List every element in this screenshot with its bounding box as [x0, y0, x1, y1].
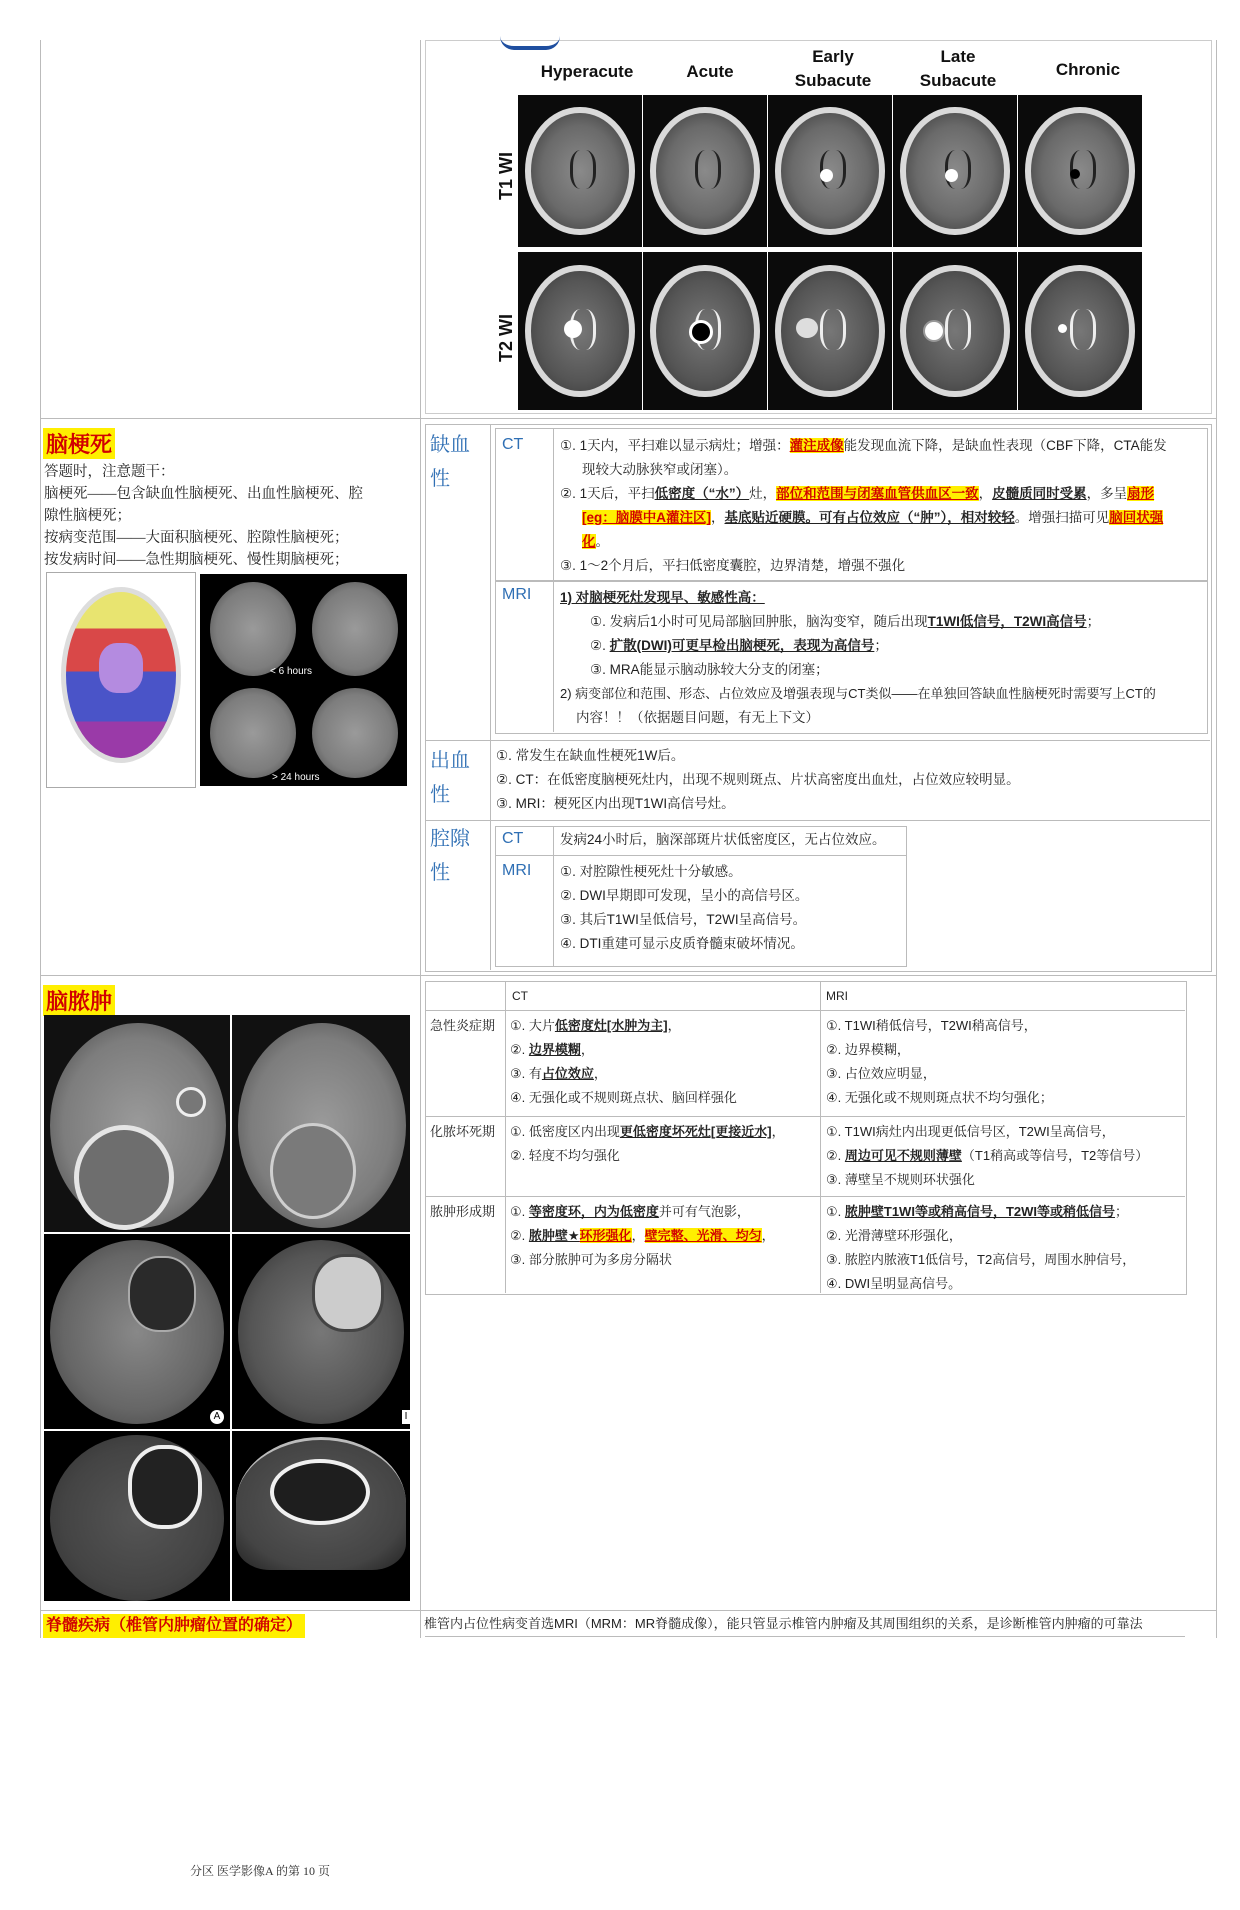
column-divider [420, 40, 421, 1638]
mri-t1-hyperacute [518, 95, 642, 247]
ischemic-ct-3: ③. 1～2个月后，平扫低密度囊腔，边界清楚，增强不强化 [560, 558, 906, 573]
abscess-acute-mri-2: ②. 边界模糊， [826, 1042, 910, 1057]
brain-territory-diagram [46, 572, 196, 788]
row-head-t1wi: T1 WI [496, 152, 516, 200]
infarct-intro: 答题时，注意题干： 脑梗死——包含缺血性脑梗死、出血性脑梗死、腔 隙性脑梗死； 按病变范围——大面积脑梗死、腔隙性脑梗死； 按发病时间——急性期脑梗死、慢性期脑梗死； [44, 464, 363, 568]
abscess-acute-mri-3: ③. 占位效应明显， [826, 1066, 936, 1081]
ischemic-mri-label: MRI [502, 586, 532, 603]
abscess-col-div-1 [505, 981, 506, 1293]
ischemic-ct-label: CT [502, 436, 524, 453]
abscess-acute-ct-1: ①. 大片低密度灶[水肿为主]， [510, 1018, 681, 1033]
ischemic-ct-1-cont: 现较大动脉狭窄或闭塞）。 [582, 462, 738, 477]
abscess-ct-left [44, 1015, 230, 1232]
lacunar-mri-3: ③. 其后T1WI呈低信号，T2WI呈高信号。 [560, 912, 807, 927]
page-footer: 分区 医学影像A 的第 10 页 [190, 1864, 331, 1878]
ct-label-late: > 24 hours [272, 772, 320, 783]
ischemic-mri-4: 2) 病变部位和范围、形态、占位效应及增强表现与CT类似——在单独回答缺血性脑梗死时需要写上CT的 [560, 686, 1156, 701]
hemorrhagic-item-1: ①. 常发生在缺血性梗死1W后。 [496, 748, 685, 763]
row-divider-3 [40, 1610, 1217, 1611]
abscess-acute-mri-1: ①. T1WI稍低信号，T2WI稍高信号， [826, 1018, 1037, 1033]
abscess-acute-ct-2: ②. 边界模糊， [510, 1042, 594, 1057]
lacunar-mri-1: ①. 对腔隙性梗死灶十分敏感。 [560, 864, 742, 879]
abscess-necrosis-mri-3: ③. 薄壁呈不规则环状强化 [826, 1172, 975, 1187]
abscess-header-ct: CT [512, 989, 528, 1003]
abscess-acute-ct-3: ③. 有占位效应， [510, 1066, 607, 1081]
abscess-ct-right [232, 1015, 410, 1232]
col-head-late-subacute: Late Subacute [919, 47, 997, 90]
hemorrhagic-label: 出血性 [430, 750, 470, 806]
ischemic-mri-divider [553, 580, 554, 732]
ischemic-mri-1: 1) 对脑梗死灶发现早、敏感性高： [560, 590, 765, 605]
infarct-title: 脑梗死 [43, 428, 115, 459]
image-letter-i: I [402, 1410, 410, 1424]
abscess-formation-mri-4: ④. DWI呈明显高信号。 [826, 1276, 962, 1291]
ischemic-mri-2: ②. 扩散(DWI)可更早检出脑梗死，表现为高信号； [590, 638, 888, 653]
mri-t1-early-subacute [768, 95, 892, 247]
lacunar-mri-4: ④. DTI重建可显示皮质脊髓束破坏情况。 [560, 936, 804, 951]
abscess-header-line [425, 1010, 1185, 1011]
hemorrhagic-item-2: ②. CT：在低密度脑梗死灶内，出现不规则斑点、片状高密度出血灶，占位效应较明显。 [496, 772, 1020, 787]
spine-table-top [425, 1636, 1185, 1637]
abscess-row-line-1 [425, 1116, 1185, 1117]
ischemic-ct-divider [553, 428, 554, 580]
abscess-stage-formation: 脓肿形成期 [430, 1204, 496, 1219]
row-divider-1 [40, 418, 1217, 419]
mri-t1-late-subacute [893, 95, 1017, 247]
abscess-acute-ct-4: ④. 无强化或不规则斑点状、脑回样强化 [510, 1090, 737, 1105]
abscess-row-line-2 [425, 1196, 1185, 1197]
abscess-stage-acute: 急性炎症期 [430, 1018, 496, 1033]
ischemic-ct-2: ②. 1天后，平扫低密度（“水”）灶，部位和范围与闭塞血管供血区一致，皮髓质同时受累，多呈扇形 [560, 486, 1155, 501]
ischemic-ct-2-cont2: 化。 [582, 534, 609, 549]
infarct-table-divider [490, 424, 491, 970]
ischemic-mri-4-cont: 内容！！（依据题目问题，有无上下文） [576, 710, 819, 725]
row-divider-2 [40, 975, 1217, 976]
lacunar-label: 腔隙性 [430, 828, 470, 884]
ct-infarct-early-scans [200, 574, 407, 684]
ischemic-label: 缺血性 [430, 434, 470, 490]
abscess-mri-t2 [232, 1234, 410, 1429]
figure-logo-fragment [500, 36, 560, 50]
right-border [1216, 40, 1217, 1638]
abscess-necrosis-mri-1: ①. T1WI病灶内出现更低信号区，T2WI呈高信号， [826, 1124, 1115, 1139]
mri-t2-chronic [1018, 252, 1142, 410]
abscess-mri-enhanced-sagittal [232, 1431, 410, 1601]
abscess-formation-mri-1: ①. 脓肿壁T1WI等或稍高信号，T2WI等或稍低信号； [826, 1204, 1129, 1219]
ischemic-mri-3: ③. MRA能显示脑动脉较大分支的闭塞； [590, 662, 829, 677]
abscess-formation-mri-3: ③. 脓腔内脓液T1低信号，T2高信号，周围水肿信号， [826, 1252, 1136, 1267]
ct-infarct-late-scans [200, 684, 407, 786]
hemorrhagic-item-3: ③. MRI：梗死区内出现T1WI高信号灶。 [496, 796, 735, 811]
abscess-stage-necrosis: 化脓坏死期 [430, 1124, 496, 1139]
abscess-formation-ct-1: ①. 等密度环，内为低密度并可有气泡影， [510, 1204, 750, 1219]
image-letter-a: A [210, 1410, 224, 1424]
mri-t2-hyperacute [518, 252, 642, 410]
col-head-acute: Acute [686, 62, 734, 81]
mri-t1-acute [643, 95, 767, 247]
spine-text: 椎管内占位性病变首选MRI（MRM：MR脊髓成像），能只管显示椎管内肿瘤及其周围组织的关系，是诊断椎管内肿瘤的可靠法 [424, 1616, 1143, 1631]
ischemic-mri-1a: ①. 发病后1小时可见局部脑回肿胀，脑沟变窄，随后出现T1WI低信号，T2WI高信号； [590, 614, 1101, 629]
lacunar-mri-2: ②. DWI早期即可发现，呈小的高信号区。 [560, 888, 809, 903]
hemorrhagic-top-line [425, 740, 1210, 741]
ct-label-early: < 6 hours [270, 666, 312, 677]
lacunar-mri-label: MRI [502, 862, 532, 879]
ischemic-ct-1: ①. 1天内，平扫难以显示病灶；增强：灌注成像能发现血流下降，是缺血性表现（CBF下降，CTA能发 [560, 438, 1167, 453]
mri-t2-acute [643, 252, 767, 410]
lacunar-ct-label: CT [502, 830, 524, 847]
abscess-acute-mri-4: ④. 无强化或不规则斑点状不均匀强化； [826, 1090, 1053, 1105]
abscess-necrosis-mri-2: ②. 周边可见不规则薄壁（T1稍高或等信号，T2等信号） [826, 1148, 1149, 1163]
mri-t2-early-subacute [768, 252, 892, 410]
mri-t1-chronic [1018, 95, 1142, 247]
abscess-necrosis-ct-1: ①. 低密度区内出现更低密度坏死灶[更接近水]， [510, 1124, 785, 1139]
abscess-header-mri: MRI [826, 989, 848, 1003]
left-border [40, 40, 41, 1638]
spine-title: 脊髓疾病（椎管内肿瘤位置的确定） [43, 1614, 305, 1638]
abscess-col-div-2 [820, 981, 821, 1293]
lacunar-ct-text: 发病24小时后，脑深部斑片状低密度区，无占位效应。 [560, 832, 886, 847]
mri-t2-late-subacute [893, 252, 1017, 410]
abscess-mri-enhanced-axial [44, 1431, 230, 1601]
abscess-necrosis-ct-2: ②. 轻度不均匀强化 [510, 1148, 620, 1163]
col-head-chronic: Chronic [1055, 60, 1121, 79]
ischemic-ct-2-cont: [eg：脑膜中A灌注区]，基底贴近硬膜。可有占位效应（“肿”），相对较轻。增强扫描可见脑回状强 [582, 510, 1164, 525]
row-head-t2wi: T2 WI [496, 314, 516, 362]
abscess-title: 脑脓肿 [43, 985, 115, 1016]
abscess-formation-ct-3: ③. 部分脓肿可为多房分隔状 [510, 1252, 672, 1267]
abscess-formation-mri-2: ②. 光滑薄壁环形强化， [826, 1228, 962, 1243]
col-head-early-subacute: Early Subacute [794, 47, 872, 90]
abscess-formation-ct-2: ②. 脓肿壁★环形强化，壁完整、光滑、均匀， [510, 1228, 775, 1243]
abscess-mri-t1 [44, 1234, 230, 1429]
lacunar-top-line [425, 820, 1210, 821]
col-head-hyperacute: Hyperacute [540, 62, 634, 81]
